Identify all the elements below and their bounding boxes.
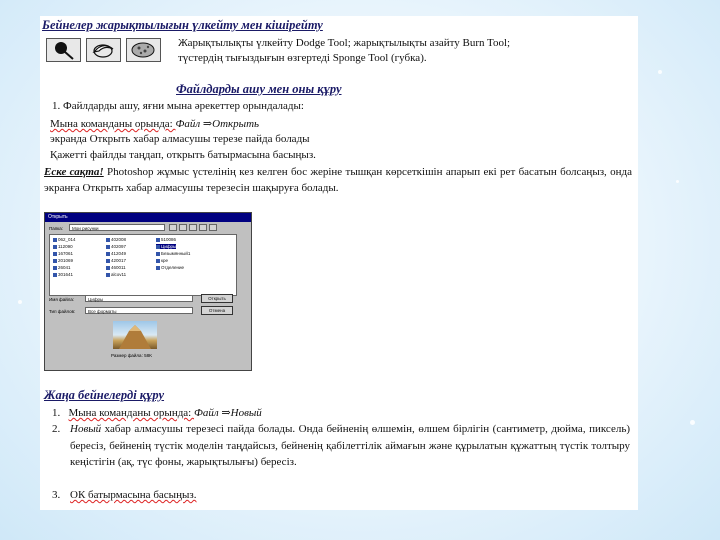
folder-label: Папка: [49, 226, 63, 231]
file-item[interactable]: 402008 [106, 237, 126, 242]
background-sparkle [658, 70, 662, 74]
new-command-target: Новый [230, 407, 262, 419]
open-dialog [44, 212, 252, 371]
open-command-target: Открыть [212, 118, 260, 130]
desktop-icon[interactable] [179, 224, 187, 231]
file-menu-label: Файл [175, 118, 203, 130]
file-item[interactable]: 167061 [53, 251, 73, 256]
new-step-1 [52, 406, 262, 419]
tools-text-line1: Жарықтылықты үлкейту Dodge Tool; жарықтылықты азайту Burn Tool; [178, 37, 511, 49]
file-item[interactable]: 112090 [53, 244, 73, 249]
dialog-title: Открыть [45, 213, 251, 222]
file-item[interactable]: Безымянный1 [156, 251, 190, 256]
note-text: Photoshop жұмыс үстелінің кез келген бос жеріне тышқан көрсеткішін апарып екі рет басатын болсаңыз, онда экранға Открыть хабар алмасушы терезесін шақыруға болады. [44, 166, 633, 194]
file-item[interactable]: 420017 [106, 258, 126, 263]
arrow-icon: ⇒ [202, 118, 213, 130]
arrow-icon: ⇒ [221, 407, 231, 419]
folder-select[interactable]: Мои рисунки [69, 224, 165, 231]
file-item[interactable]: 301641 [53, 272, 73, 277]
open-command-line [50, 117, 259, 130]
file-item[interactable]: кре [156, 258, 168, 263]
file-item[interactable]: 201069 [53, 258, 73, 263]
open-command-prefix: Мына команданы орында: [50, 118, 176, 130]
document-page [40, 16, 638, 510]
new-folder-icon[interactable] [189, 224, 197, 231]
new-step-2-italic: Новый [70, 423, 102, 435]
open-step-line3: экранда Открыть хабар алмасушы терезе пайда болады [50, 133, 310, 145]
new-step-2-text: хабар алмасушы терезесі пайда болады. Онда бейненің өлшемін, өлшем бірлігін (сантиметр, дюйма, пиксель) бересіз, бейненің түстік моделін таңдайсыз, бейненің қабілеттілік аймағын және құрылатын құжаттың түстік толтыру кеңістігін (ақ, түс фоны, жарықтылығы) бересіз. [70, 423, 630, 468]
new-step-2-number: 2. [52, 423, 61, 435]
file-item-selected[interactable]: Цифры [156, 244, 176, 249]
dodge-tool-icon [46, 38, 81, 62]
note-label: Еске сақта! [44, 166, 104, 178]
new-step-1-number: 1. [52, 407, 61, 419]
tools-text-line2: түстердің тығыздығын өзгертеді Sponge Tool (губка). [178, 52, 427, 64]
file-type-label: Тип файлов: [49, 309, 76, 314]
file-type-select[interactable]: Все форматы [85, 307, 193, 314]
open-button[interactable]: Открыть [201, 294, 233, 303]
file-item[interactable]: Отделение [156, 265, 184, 270]
details-view-icon[interactable] [209, 224, 217, 231]
note-paragraph [44, 164, 632, 196]
background-sparkle [676, 180, 679, 183]
heading-open-files: Файлдарды ашу мен оны құру [176, 82, 342, 96]
filename-label: Имя файла: [49, 297, 75, 302]
file-item[interactable]: 510086 [156, 237, 176, 242]
new-step-3-number: 3. [52, 489, 61, 501]
filename-input[interactable]: Цифры [85, 295, 193, 302]
list-view-icon[interactable] [199, 224, 207, 231]
file-size-label: Размер файла: 58K [111, 353, 153, 358]
file-item[interactable]: 26041 [53, 265, 71, 270]
new-step-1-prefix: Мына команданы орында: [68, 407, 194, 419]
burn-tool-icon [86, 38, 121, 62]
cancel-button[interactable]: Отмена [201, 306, 233, 315]
file-menu-label: Файл [194, 407, 222, 419]
file-item[interactable]: alcov11 [106, 272, 126, 277]
up-folder-icon[interactable] [169, 224, 177, 231]
image-preview-thumbnail [113, 321, 157, 349]
file-list[interactable] [49, 234, 237, 296]
heading-new-images: Жаңа бейнелерді құру [44, 388, 165, 402]
new-step-3: ОК батырмасына басыңыз. [70, 489, 197, 501]
file-item[interactable]: 460011 [106, 265, 126, 270]
background-sparkle [690, 420, 695, 425]
open-step-1: 1. Файлдарды ашу, яғни мына әрекеттер орындалады: [52, 100, 304, 112]
sponge-tool-icon [126, 38, 161, 62]
file-item[interactable]: 062_014 [53, 237, 76, 242]
new-step-2 [70, 421, 630, 471]
background-sparkle [18, 300, 22, 304]
file-item[interactable]: 412049 [106, 251, 126, 256]
file-item[interactable]: 402097 [106, 244, 126, 249]
open-step-line4: Қажетті файлды таңдап, открыть батырмасына басыңыз. [50, 149, 316, 161]
heading-brightness: Бейнелер жарықтылығын үлкейту мен кішірейту [42, 18, 323, 32]
